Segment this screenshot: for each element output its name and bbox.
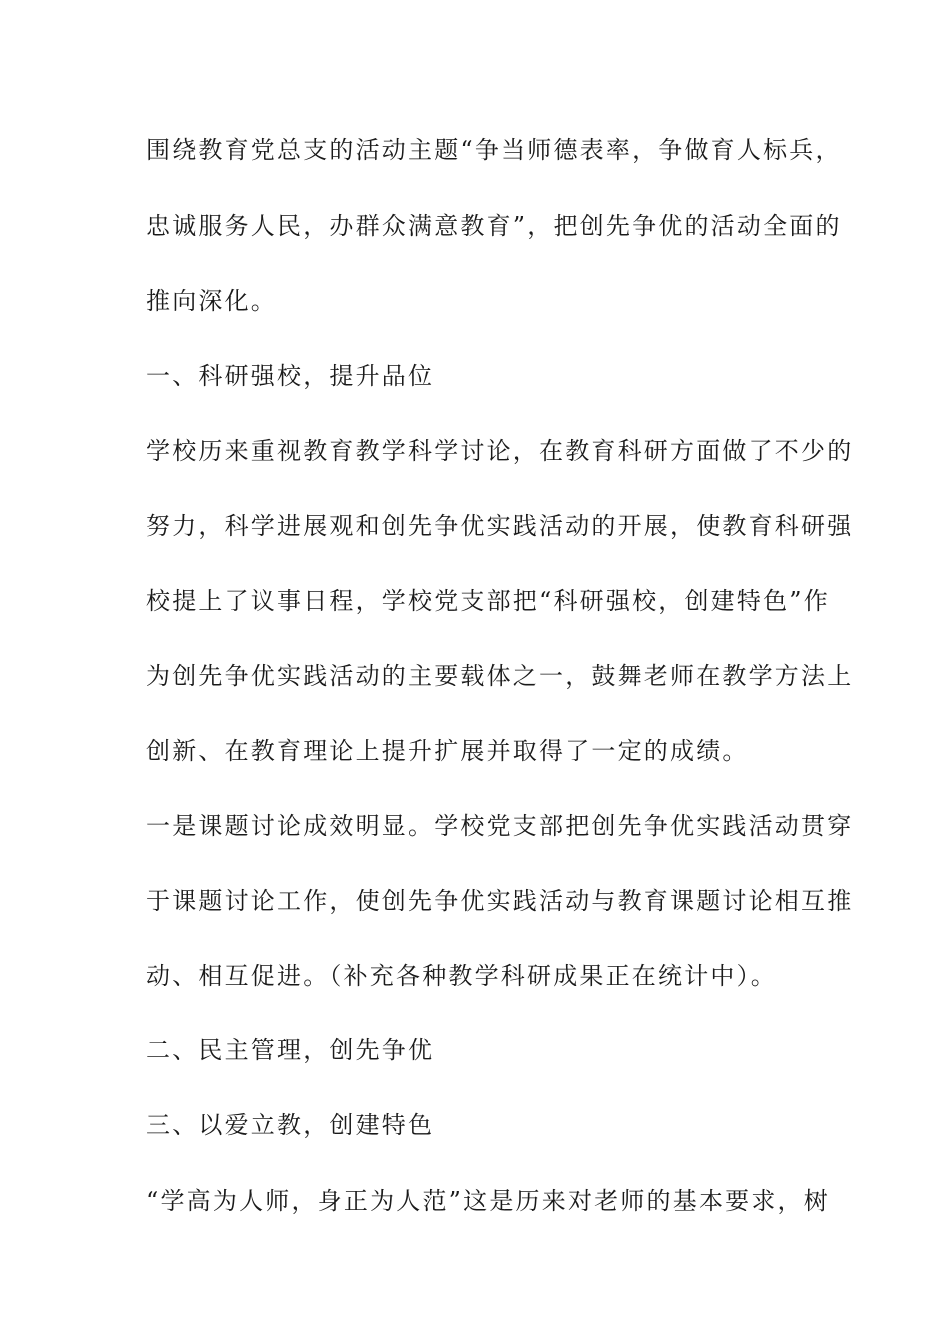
- paragraph-line: 创新、在教育理论上提升扩展并取得了一定的成绩。: [146, 737, 749, 765]
- paragraph-line: 推向深化。: [146, 287, 277, 315]
- paragraph-line: 努力，科学进展观和创先争优实践活动的开展，使教育科研强: [146, 512, 854, 540]
- section-heading: 三、以爱立教，创建特色: [146, 1111, 435, 1139]
- paragraph-line: 一是课题讨论成效明显。学校党支部把创先争优实践活动贯穿: [146, 812, 854, 840]
- paragraph-line: 忠诚服务人民，办群众满意教育”，把创先争优的活动全面的: [146, 212, 842, 240]
- paragraph-line: 学校历来重视教育教学科学讨论，在教育科研方面做了不少的: [146, 437, 854, 465]
- paragraph-line: “学高为人师，身正为人范”这是历来对老师的基本要求，树: [146, 1187, 830, 1215]
- paragraph-line: 于课题讨论工作，使创先争优实践活动与教育课题讨论相互推: [146, 887, 854, 915]
- paragraph-line: 为创先争优实践活动的主要载体之一，鼓舞老师在教学方法上: [146, 662, 854, 690]
- paragraph-line: 围绕教育党总支的活动主题“争当师德表率，争做育人标兵，: [146, 136, 842, 164]
- section-heading: 一、科研强校，提升品位: [146, 362, 435, 390]
- paragraph-line: 动、相互促进。（补充各种教学科研成果正在统计中）。: [146, 962, 777, 990]
- section-heading: 二、民主管理，创先争优: [146, 1036, 435, 1064]
- paragraph-line: 校提上了议事日程，学校党支部把“科研强校，创建特色”作: [146, 587, 830, 615]
